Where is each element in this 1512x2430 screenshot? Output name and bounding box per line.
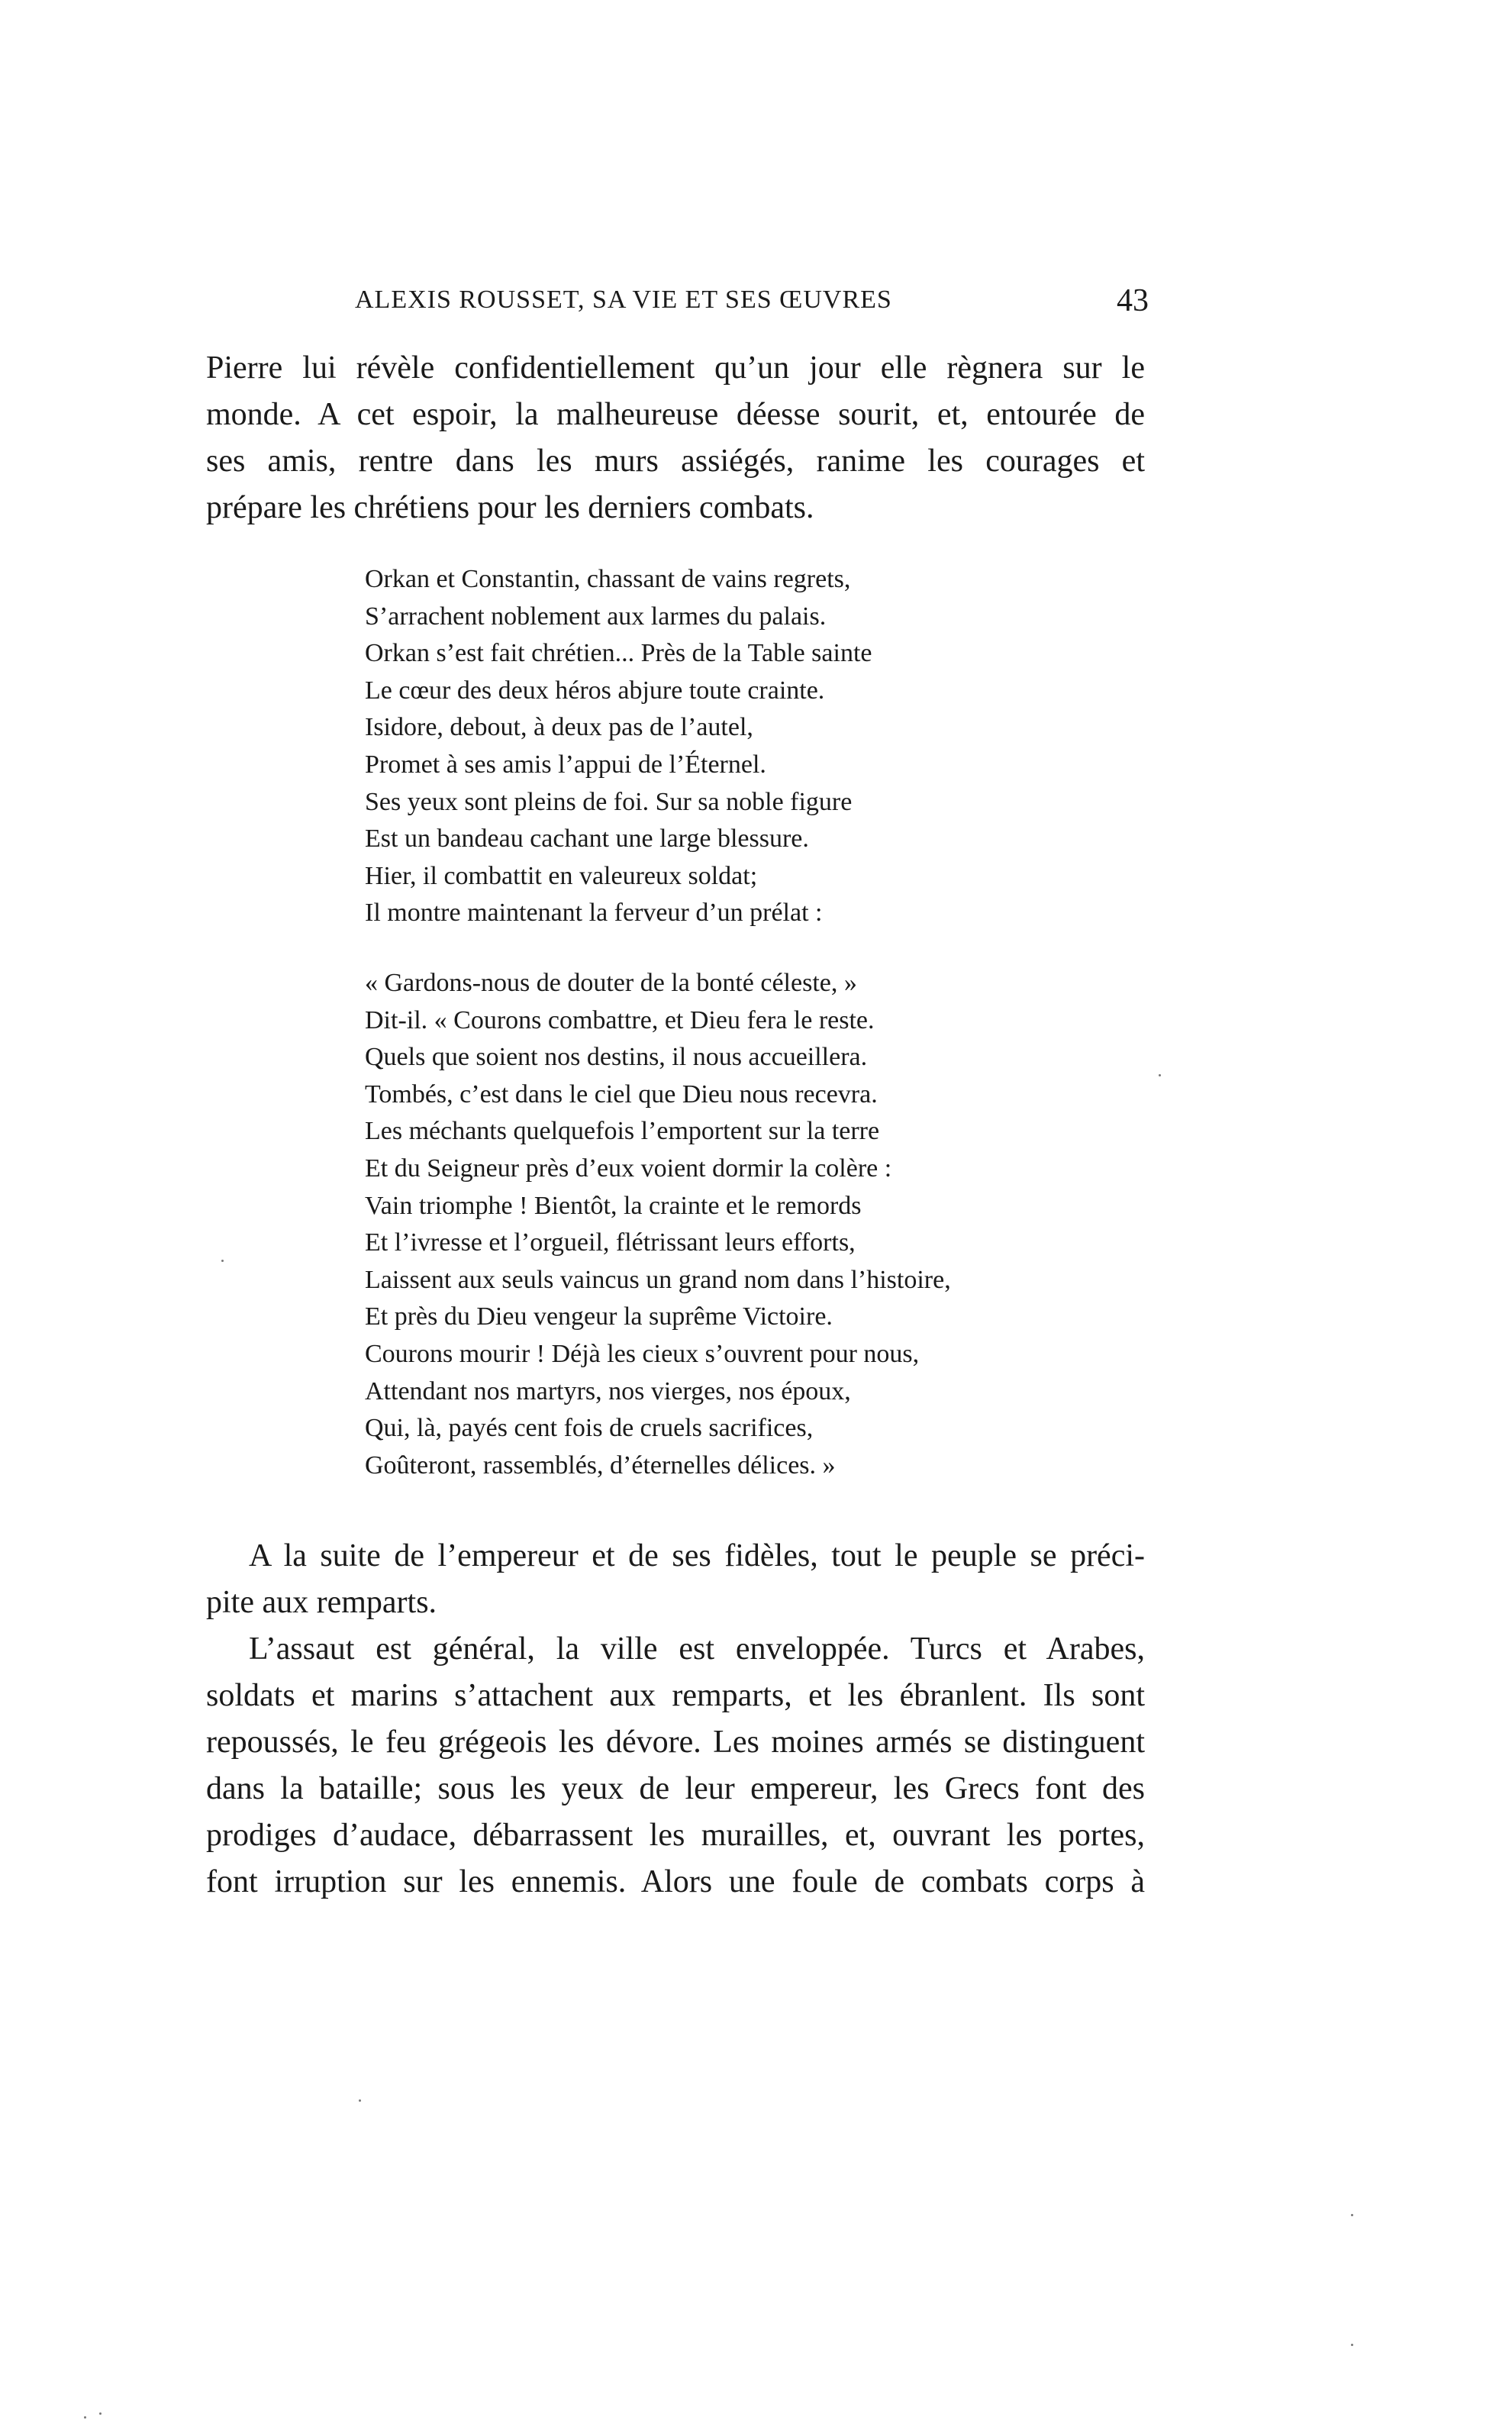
verse-line: Il montre maintenant la ferveur d’un prélat : — [365, 899, 823, 928]
scan-speck — [99, 2412, 102, 2415]
text-line: pite aux remparts. — [206, 1585, 437, 1620]
verse-line: Hier, il combattit en valeureux soldat; — [365, 861, 758, 890]
scan-speck — [84, 2416, 86, 2419]
text-line: Pierre lui révèle confidentiellement qu’un jour elle règnera sur le — [206, 350, 1145, 386]
verse-line: Promet à ses amis l’appui de l’Éternel. — [365, 750, 766, 779]
verse-line: Quels que soient nos destins, il nous accueillera. — [365, 1043, 868, 1072]
text-line: repoussés, le feu grégeois les dévore. Les moines armés se distinguent — [206, 1725, 1145, 1760]
page-number: 43 — [1117, 283, 1149, 318]
verse-line: Les méchants quelquefois l’emportent sur la terre — [365, 1117, 880, 1146]
text-line: dans la bataille; sous les yeux de leur empereur, les Grecs font des — [206, 1771, 1145, 1806]
verse-line: Est un bandeau cachant une large blessure. — [365, 825, 809, 854]
verse-line: S’arrachent noblement aux larmes du palais. — [365, 602, 827, 631]
verse-line: Attendant nos martyrs, nos vierges, nos époux, — [365, 1376, 851, 1405]
verse-line: Laissent aux seuls vaincus un grand nom dans l’histoire, — [365, 1265, 951, 1294]
text-line: prépare les chrétiens pour les derniers combats. — [206, 490, 814, 525]
poem-stanza-2 — [365, 965, 1052, 1484]
page-header — [355, 282, 1149, 328]
intro-paragraph — [206, 345, 1145, 531]
scan-speck — [1351, 2344, 1353, 2346]
text-line: prodiges d’audace, débarrassent les murailles, et, ouvrant les portes, — [206, 1818, 1145, 1853]
verse-line: Et l’ivresse et l’orgueil, flétrissant leurs efforts, — [365, 1228, 856, 1257]
verse-line: Ses yeux sont pleins de foi. Sur sa noble figure — [365, 787, 853, 816]
closing-paragraphs — [206, 1533, 1145, 1906]
verse-line: Orkan et Constantin, chassant de vains regrets, — [365, 565, 851, 593]
verse-line: Qui, là, payés cent fois de cruels sacrifices, — [365, 1414, 814, 1443]
verse-line: Tombés, c’est dans le ciel que Dieu nous recevra. — [365, 1079, 878, 1109]
running-title: ALEXIS ROUSSET, SA VIE ET SES ŒUVRES — [355, 286, 892, 314]
scan-speck — [1159, 1074, 1161, 1076]
text-line: A la suite de l’empereur et de ses fidèles, tout le peuple se préci- — [249, 1538, 1145, 1573]
scan-speck — [221, 1260, 224, 1262]
verse-line: Et du Seigneur près d’eux voient dormir la colère : — [365, 1154, 892, 1183]
scan-speck — [359, 2099, 361, 2102]
verse-line: « Gardons-nous de douter de la bonté céleste, » — [365, 969, 857, 997]
scan-speck — [1351, 2214, 1353, 2216]
verse-line: Orkan s’est fait chrétien... Près de la Table sainte — [365, 639, 872, 668]
text-line: soldats et marins s’attachent aux remparts, et les ébranlent. Ils sont — [206, 1678, 1145, 1713]
verse-line: Vain triomphe ! Bientôt, la crainte et le remords — [365, 1191, 862, 1220]
text-line: font irruption sur les ennemis. Alors une foule de combats corps à — [206, 1864, 1145, 1899]
text-line: monde. A cet espoir, la malheureuse déesse sourit, et, entourée de — [206, 397, 1145, 432]
poem-stanza-1 — [365, 561, 1052, 932]
text-line: ses amis, rentre dans les murs assiégés, ranime les courages et — [206, 444, 1145, 479]
text-line: L’assaut est général, la ville est enveloppée. Turcs et Arabes, — [249, 1631, 1145, 1667]
verse-line: Le cœur des deux héros abjure toute crainte. — [365, 676, 825, 705]
verse-line: Goûteront, rassemblés, d’éternelles délices. » — [365, 1451, 836, 1480]
verse-line: Courons mourir ! Déjà les cieux s’ouvrent pour nous, — [365, 1339, 920, 1368]
verse-line: Et près du Dieu vengeur la suprême Victoire. — [365, 1302, 833, 1331]
verse-line: Isidore, debout, à deux pas de l’autel, — [365, 713, 753, 742]
verse-line: Dit-il. « Courons combattre, et Dieu fera le reste. — [365, 1005, 875, 1034]
